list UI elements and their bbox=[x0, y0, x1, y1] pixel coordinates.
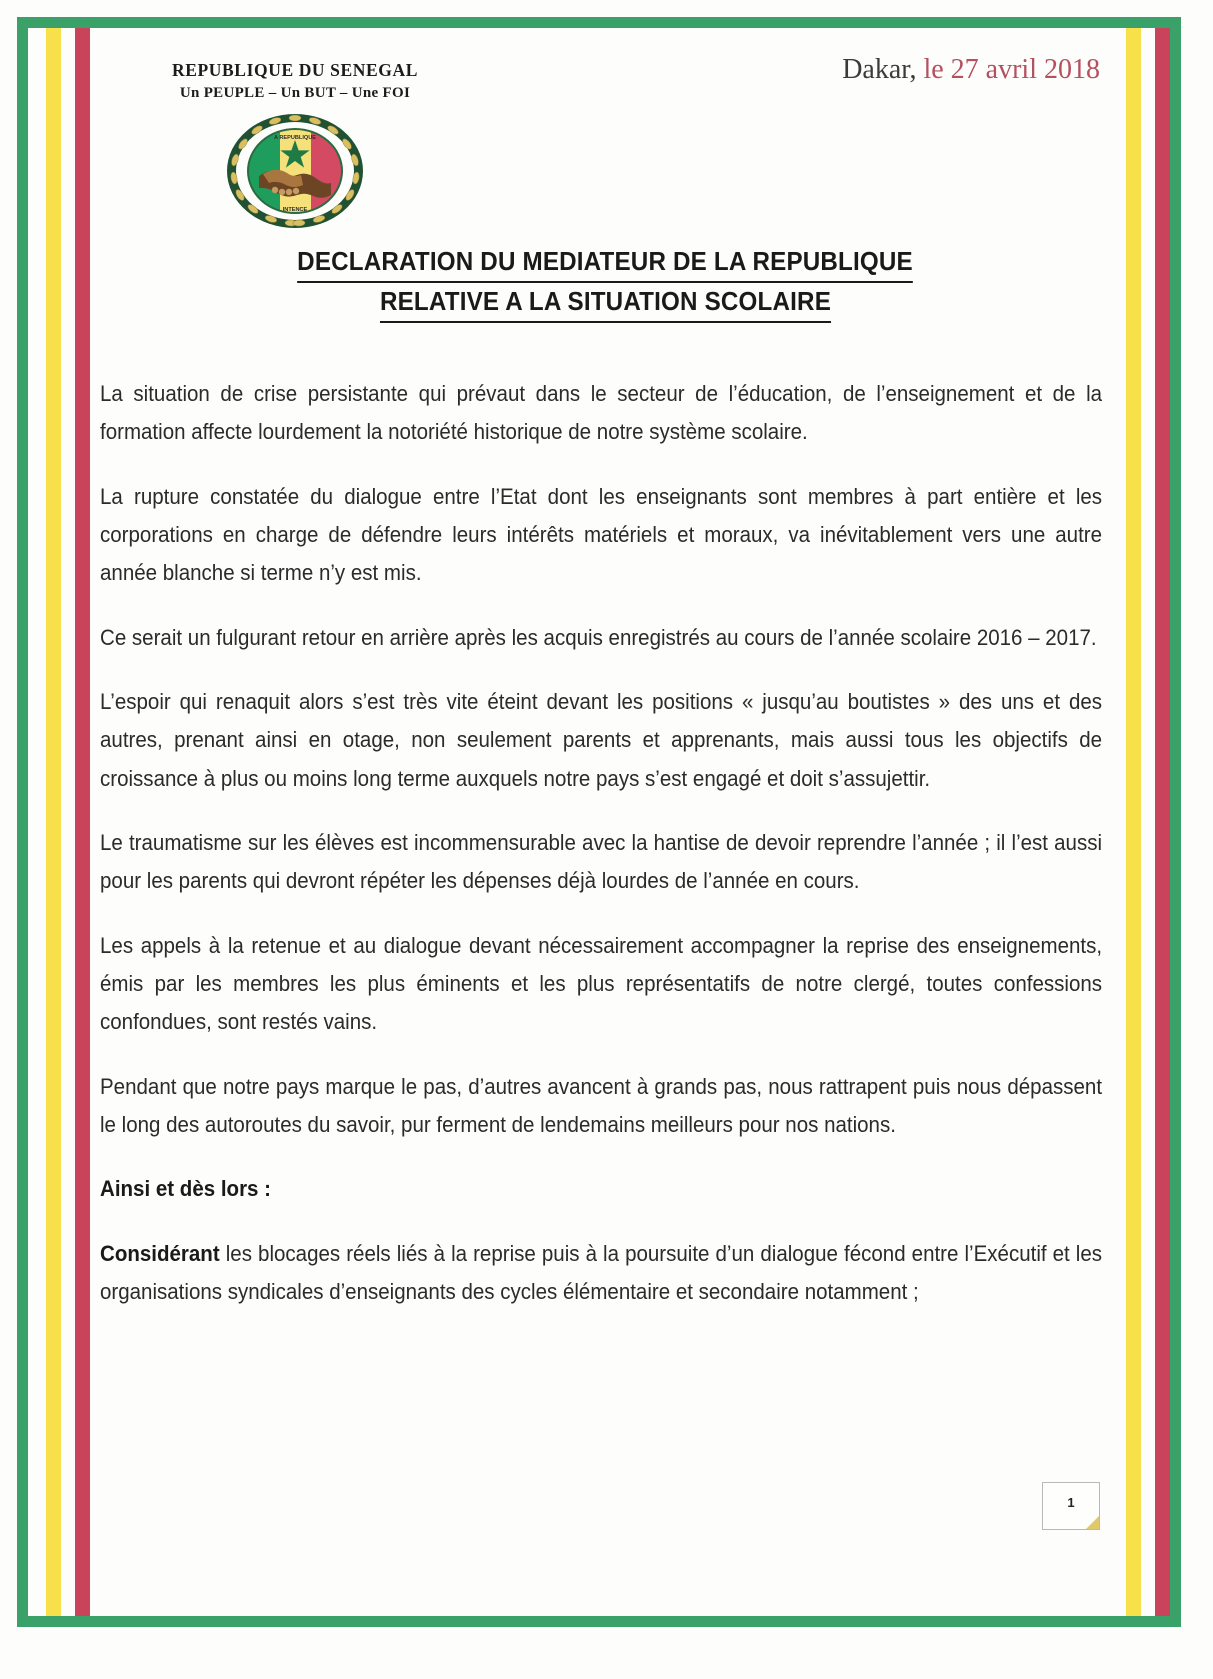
paragraph-1: La situation de crise persistante qui prévaut dans le secteur de l’éducation, de l’enseignement et de la formation affecte lourdement la notoriété historique de notre système scolaire. bbox=[100, 380, 1103, 445]
paragraph-2: La rupture constatée du dialogue entre l’Etat dont les enseignants sont membres à part entière et les corporations en charge de défendre leurs intérêts matériels et moraux, va inévitablement vers une autre année blanche si terme n’y est mis. bbox=[100, 483, 1103, 586]
paragraph-ainsi-et-des-lors bbox=[100, 1170, 1102, 1208]
page-title bbox=[100, 243, 1110, 323]
page-number-badge bbox=[1042, 1482, 1100, 1530]
title-line-2: RELATIVE A LA SITUATION SCOLAIRE bbox=[379, 283, 830, 323]
paragraph-4: L’espoir qui renaquit alors s’est très vite éteint devant les positions « jusqu’au boutistes » des uns et des autres, prenant ainsi en otage, non seulement parents et apprenants, mais aussi tous les objectifs de croissance à plus ou moins long terme auxquels notre pays s’est engagé et doit s’assujettir. bbox=[100, 688, 1103, 791]
border-stripe-red-left bbox=[75, 28, 90, 1616]
paragraph-considerant bbox=[100, 1235, 1102, 1312]
paragraph-7: Pendant que notre pays marque le pas, d’autres avancent à grands pas, nous rattrapent puis nous dépassent le long des autoroutes du savoir, pur ferment de lendemains meilleurs pour nos nations. bbox=[100, 1073, 1103, 1137]
border-stripe-yellow-left bbox=[46, 28, 61, 1616]
paragraph-3: Ce serait un fulgurant retour en arrière après les acquis enregistrés au cours de l’année scolaire 2016 – 2017. bbox=[100, 624, 1097, 650]
date-value: le 27 avril 2018 bbox=[916, 54, 1100, 85]
considerant-label: Considérant bbox=[100, 1240, 220, 1266]
document-body bbox=[100, 375, 1110, 1312]
paragraph-6: Les appels à la retenue et au dialogue devant nécessairement accompagner la reprise des enseignements, émis par les membres les plus éminents et les plus représentatifs de notre clergé, toutes confessions confondues, sont restés vains. bbox=[100, 932, 1103, 1035]
document-header bbox=[100, 30, 1110, 225]
ainsi-et-des-lors-label: Ainsi et dès lors : bbox=[100, 1176, 271, 1202]
paragraph-5: Le traumatisme sur les élèves est incommensurable avec la hantise de devoir reprendre l’année ; il l’est aussi pour les parents qui devront répéter les dépenses déjà lourdes de l’année en cours. bbox=[100, 829, 1103, 894]
page-number: 1 bbox=[1067, 1495, 1075, 1510]
border-stripe-yellow-right bbox=[1126, 28, 1141, 1616]
svg-text:INTENCE: INTENCE bbox=[282, 207, 308, 213]
svg-text:A REPUBLIQUE: A REPUBLIQUE bbox=[273, 135, 317, 141]
considerant-text: les blocages réels liés à la reprise puis à la poursuite d’un dialogue fécond entre l’Exécutif et les organisations syndicales d’enseignants des cycles élémentaire et secondaire notamment ; bbox=[100, 1240, 1103, 1304]
document-date bbox=[842, 54, 1100, 86]
page-fold-corner-icon bbox=[1086, 1516, 1099, 1529]
title-line-1: DECLARATION DU MEDIATEUR DE LA REPUBLIQUE bbox=[297, 243, 913, 283]
date-city: Dakar, bbox=[842, 54, 917, 85]
country-motto: Un PEUPLE – Un BUT – Une FOI bbox=[179, 85, 411, 101]
border-stripe-red-right bbox=[1155, 28, 1170, 1616]
coat-of-arms-icon bbox=[209, 112, 381, 230]
country-name: REPUBLIQUE DU SENEGAL bbox=[172, 60, 418, 80]
letterhead-block bbox=[120, 60, 470, 235]
document-content bbox=[100, 30, 1110, 1610]
